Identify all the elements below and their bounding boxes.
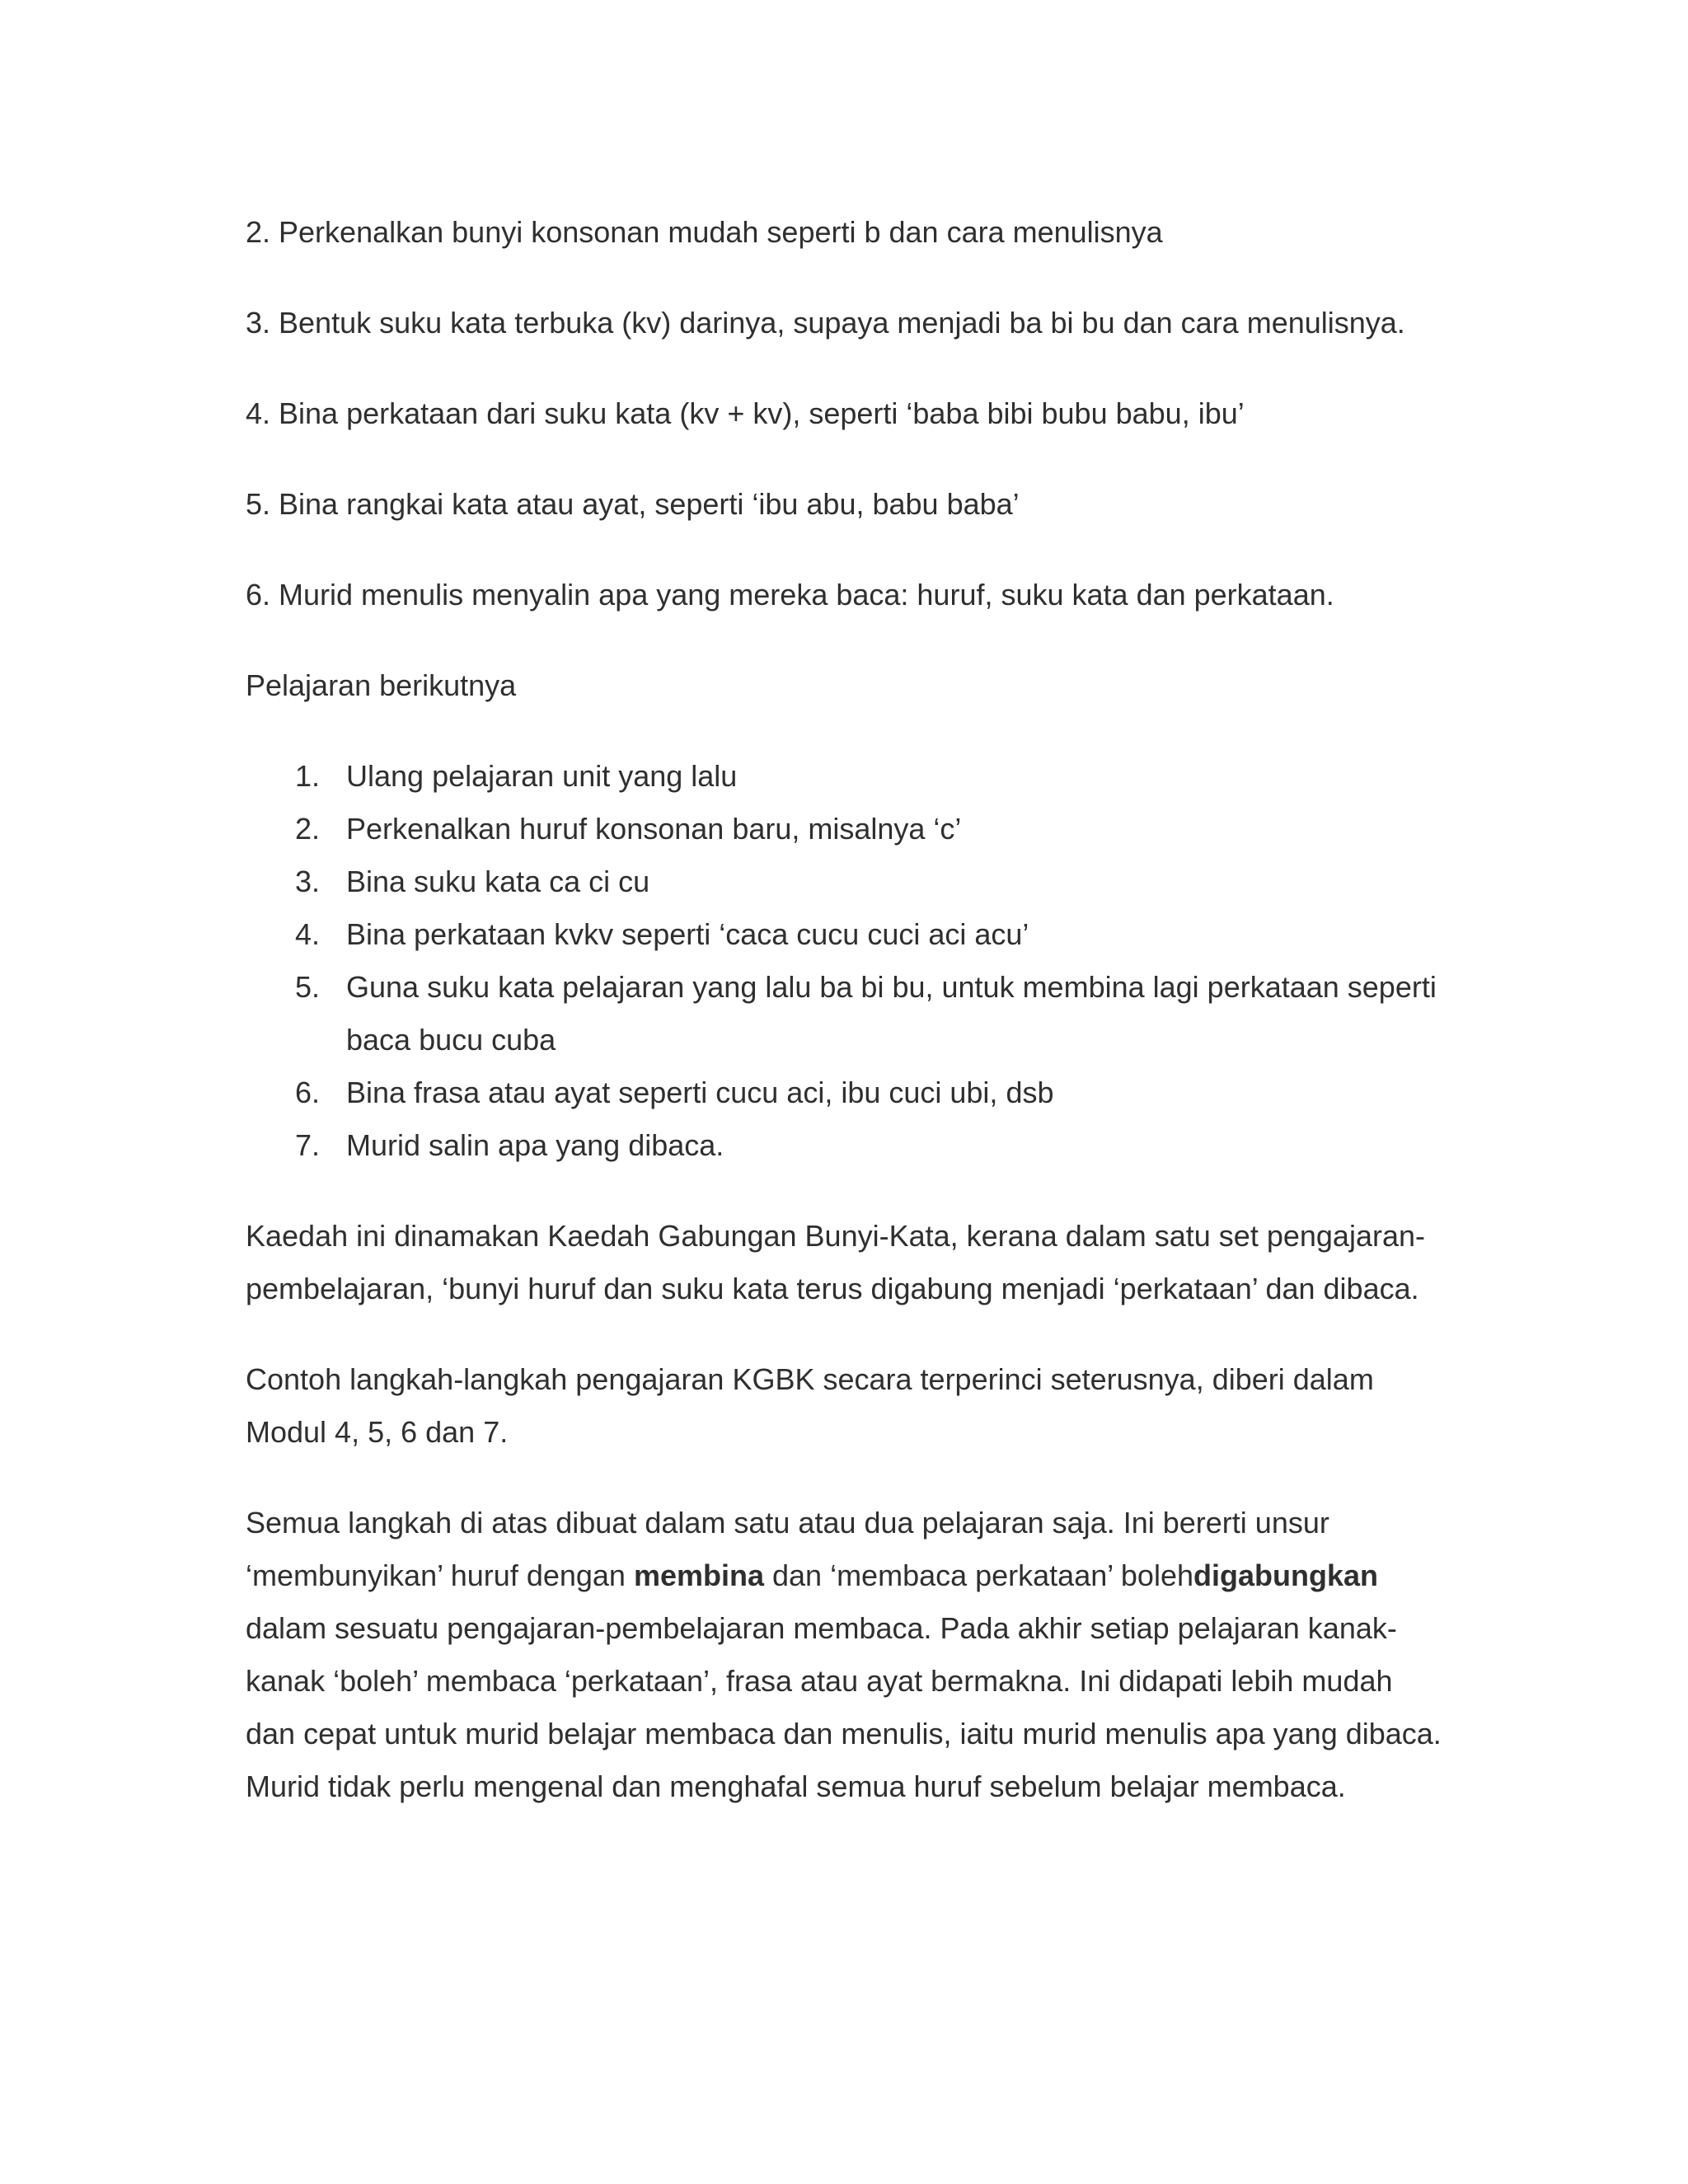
document-page bbox=[246, 206, 1449, 1851]
example-paragraph: Contoh langkah-langkah pengajaran KGBK secara terperinci seterusnya, diberi dalam Modul 4, 5, 6 dan 7. bbox=[246, 1362, 1374, 1449]
list-item bbox=[246, 1119, 1449, 1172]
step-paragraph: 5. Bina rangkai kata atau ayat, seperti ‘ibu abu, babu baba’ bbox=[246, 487, 1020, 521]
list-item-text: Murid salin apa yang dibaca. bbox=[346, 1128, 724, 1162]
list-item bbox=[246, 961, 1449, 1066]
list-item bbox=[246, 750, 1449, 803]
step-paragraph: 3. Bentuk suku kata terbuka (kv) darinya, supaya menjadi ba bi bu dan cara menulisnya. bbox=[246, 306, 1405, 340]
list-number: 3. bbox=[295, 865, 321, 898]
step-paragraph: 6. Murid menulis menyalin apa yang mereka baca: huruf, suku kata dan perkataan. bbox=[246, 578, 1334, 612]
bold-term: membina bbox=[633, 1558, 764, 1592]
section-heading: Pelajaran berikutnya bbox=[246, 668, 517, 702]
list-number: 4. bbox=[295, 917, 321, 951]
step-paragraph: 2. Perkenalkan bunyi konsonan mudah seperti b dan cara menulisnya bbox=[246, 215, 1163, 249]
list-item bbox=[246, 908, 1449, 961]
list-number: 5. bbox=[295, 970, 321, 1004]
list-item-text: Bina suku kata ca ci cu bbox=[346, 865, 650, 898]
summary-text: dalam sesuatu pengajaran-pembelajaran membaca. Pada akhir setiap pelajaran kanak-kanak ‘boleh’ membaca ‘perkataan’, frasa atau ayat bermakna. Ini didapati lebih mudah dan cepat untuk murid belajar membaca dan menulis, iaitu murid menulis apa yang dibaca. Murid tidak perlu mengenal dan menghafal semua huruf sebelum belajar membaca. bbox=[246, 1611, 1442, 1803]
summary-paragraph bbox=[246, 1497, 1449, 1813]
list-item bbox=[246, 1066, 1449, 1119]
list-number: 6. bbox=[295, 1076, 321, 1109]
summary-text: Semua langkah di atas dibuat dalam satu atau dua pelajaran saja. Ini bererti unsur ‘membunyikan’ huruf dengan bbox=[246, 1506, 1329, 1592]
list-number: 2. bbox=[295, 812, 321, 846]
list-item-text: Bina perkataan kvkv seperti ‘caca cucu cuci aci acu’ bbox=[346, 917, 1029, 951]
list-item bbox=[246, 803, 1449, 855]
summary-text: dan ‘membaca perkataan’ boleh bbox=[764, 1558, 1193, 1592]
list-item-text: Guna suku kata pelajaran yang lalu ba bi bu, untuk membina lagi perkataan seperti baca bucu cuba bbox=[346, 970, 1437, 1057]
list-number: 1. bbox=[295, 759, 321, 793]
step-paragraph: 4. Bina perkataan dari suku kata (kv + kv), seperti ‘baba bibi bubu babu, ibu’ bbox=[246, 396, 1245, 430]
list-item-text: Bina frasa atau ayat seperti cucu aci, ibu cuci ubi, dsb bbox=[346, 1076, 1054, 1109]
list-item bbox=[246, 855, 1449, 908]
bold-term: digabungkan bbox=[1193, 1558, 1378, 1592]
next-lesson-list bbox=[246, 750, 1449, 1172]
list-item-text: Perkenalkan huruf konsonan baru, misalnya ‘c’ bbox=[346, 812, 962, 846]
method-paragraph: Kaedah ini dinamakan Kaedah Gabungan Bunyi-Kata, kerana dalam satu set pengajaran-pembelajaran, ‘bunyi huruf dan suku kata terus digabung menjadi ‘perkataan’ dan dibaca. bbox=[246, 1219, 1425, 1305]
list-item-text: Ulang pelajaran unit yang lalu bbox=[346, 759, 738, 793]
list-number: 7. bbox=[295, 1128, 321, 1162]
